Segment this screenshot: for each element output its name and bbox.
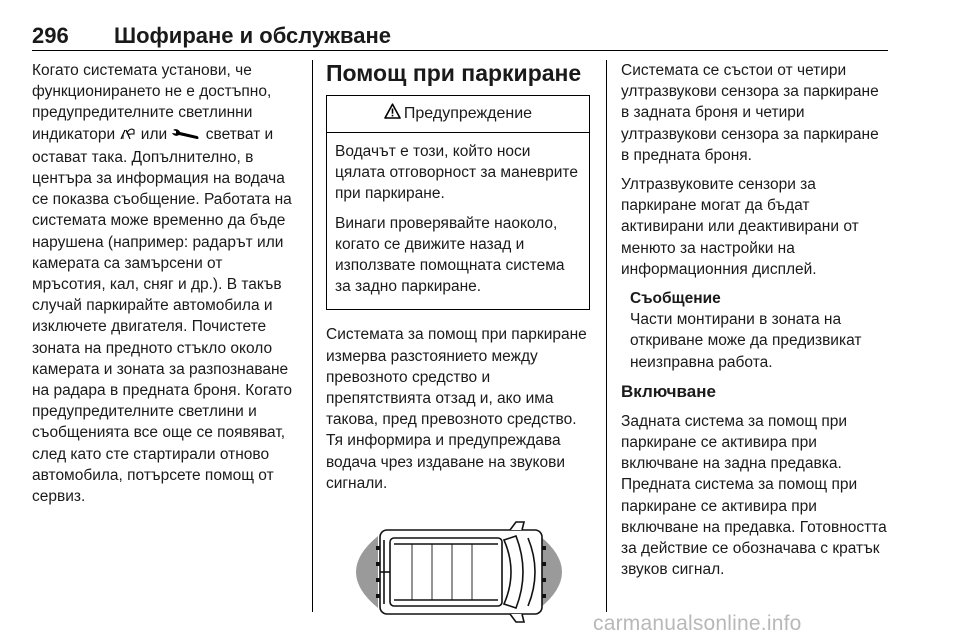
subheading-activation: Включване xyxy=(621,381,716,401)
warning-triangle-icon xyxy=(384,103,401,125)
activation-paragraph: Задната система за помощ при паркиране се активира при включване на задна предавка. Предната система за помощ при паркиране се активира при включване на предавка. Готовността за действие се обозначава с кратък звуков сигнал. xyxy=(621,412,887,579)
warning-box xyxy=(326,95,590,310)
parking-sensor-zones-diagram xyxy=(332,518,590,632)
note-block xyxy=(630,288,889,373)
collision-warning-icon xyxy=(119,126,136,147)
page-number: 296 xyxy=(32,23,69,48)
warning-title: Предупреждение xyxy=(403,105,533,123)
vehicle-top-view xyxy=(380,522,542,622)
column-divider xyxy=(312,60,313,612)
column-divider xyxy=(606,60,607,612)
system-unavailable-paragraph: Когато системата установи, че функционирането не е достъпно, предупредителните светлинни индикатори или светват и остават така. Допълнително, в центъра за информация на водача се показва съобщение. Работата на системата може временно да бъде нарушена (например: радарът или камерата са замърсени от мръсотия, кал, сняг и др.). В такъв случай паркирайте автомобила и изключете двигателя. Почистете зоната на предното стъкло около камерата и зоната за разпознаване на радара в предната броня. Когато предупредителните светлини и съобщенията все още се появяват, след като сте стартирали отново автомобила, потърсете помощ от сервиз. xyxy=(32,62,292,506)
warning-paragraph: Водачът е този, който носи цялата отговорност за маневрите при паркиране. xyxy=(335,143,578,203)
section-title: Помощ при паркиране xyxy=(326,60,582,86)
warning-paragraph: Винаги проверявайте наоколо, когато се движите назад и използвате помощната система за задно паркиране. xyxy=(335,214,565,296)
warning-header xyxy=(327,96,589,133)
chapter-title: Шофиране и обслужване xyxy=(114,23,392,48)
column-middle xyxy=(326,60,590,632)
note-title: Съобщение xyxy=(630,290,721,308)
note-body: Части монтирани в зоната на откриване може да предизвикат неизправна работа. xyxy=(630,311,862,371)
column-right xyxy=(621,60,889,588)
column-left xyxy=(32,60,297,515)
parking-assist-description: Системата за помощ при паркиране измерва разстоянието между превозното средство и препятствията отзад и, ако има такова, пред превозното средство. Тя информира и предупреждава водача чрез издаване на звукови сигнали. xyxy=(326,326,587,492)
sensor-settings-paragraph: Ултразвуковите сензори за паркиране могат да бъдат активирани или деактивирани от менюто за настройки на информационния дисплей. xyxy=(621,176,859,278)
warning-body xyxy=(327,133,589,309)
page-header xyxy=(32,20,888,51)
wrench-service-icon xyxy=(171,126,201,147)
sensor-count-paragraph: Системата се състои от четири ултразвукови сензора за паркиране в задната броня и четири ултразвукови сензора за паркиране в предната броня. xyxy=(621,62,879,164)
watermark: carmanualsonline.info xyxy=(593,612,802,635)
rear-sensor-zone xyxy=(356,536,378,608)
